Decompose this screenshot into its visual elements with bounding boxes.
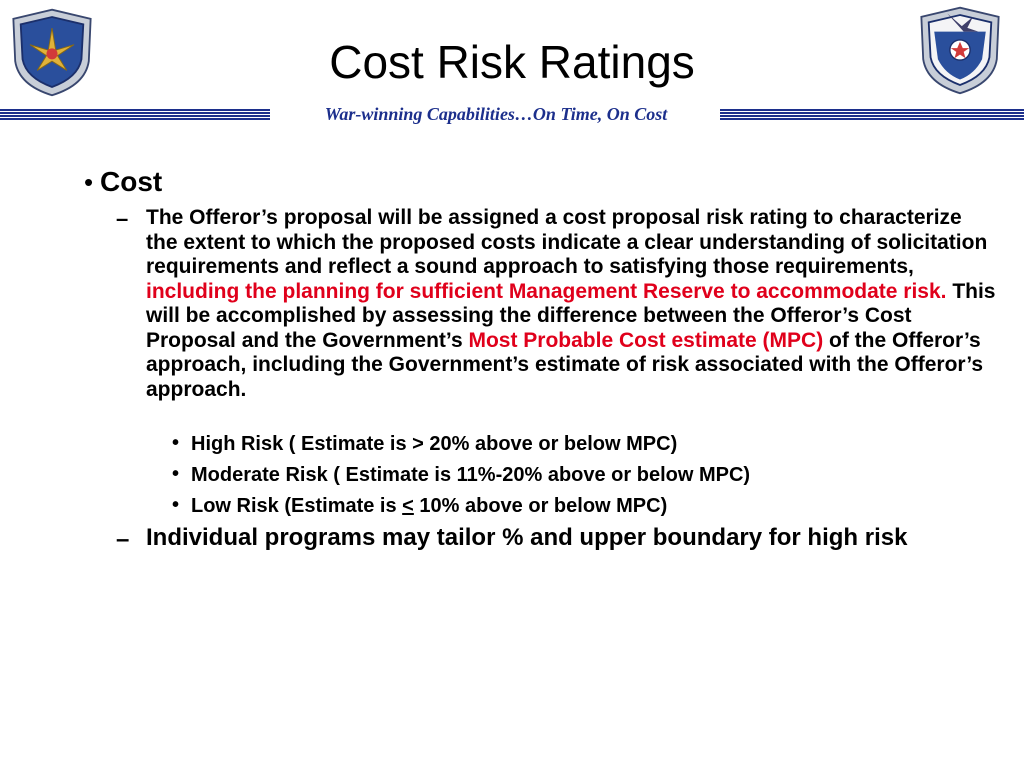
risk-low-prefix: Low Risk (Estimate is <box>191 495 403 517</box>
air-armament-center-logo <box>914 4 1006 96</box>
risk-level-high: High Risk ( Estimate is > 20% above or below MPC) <box>191 433 678 455</box>
header-rule-left <box>0 109 270 120</box>
dash-icon: – <box>116 526 130 553</box>
section-heading: Cost <box>100 166 163 197</box>
para-text-1: The Offeror’s proposal will be assigned a cost proposal risk rating to characterize the extent to which the proposed costs indicate a clear understanding of solicitation requirements and reflect a sound approach to satisfying those requirements, <box>146 206 988 278</box>
para-text-2: This will be accomplished by assessing the difference between the Offeror’s Cost Proposal and the Government’s <box>146 279 996 352</box>
dash-icon: – <box>116 206 129 231</box>
risk-low-symbol: < <box>402 495 414 517</box>
bullet-icon: • <box>172 432 180 454</box>
bullet-icon: • <box>84 167 94 197</box>
aac-shield-icon <box>914 4 1006 96</box>
para-highlight-1: including the planning for sufficient Management Reserve to accommodate risk. <box>146 279 947 303</box>
header-rule-right <box>720 109 1024 120</box>
bullet-icon: • <box>172 463 180 485</box>
bullet-icon: • <box>172 494 180 516</box>
page-title: Cost Risk Ratings <box>329 36 695 88</box>
risk-level-moderate: Moderate Risk ( Estimate is 11%-20% above or below MPC) <box>191 464 751 486</box>
risk-low-suffix: 10% above or below MPC) <box>413 495 668 517</box>
tailoring-note: Individual programs may tailor % and upper boundary for high risk <box>146 524 908 551</box>
cost-description-paragraph <box>146 206 996 402</box>
tagline: War-winning Capabilities…On Time, On Cost <box>324 104 668 124</box>
para-text-3: of the Offeror’s approach, including the Government’s estimate of risk associated with the Offeror’s approach. <box>146 328 984 401</box>
risk-level-low <box>191 494 991 518</box>
para-highlight-2: Most Probable Cost estimate (MPC) <box>468 328 824 352</box>
